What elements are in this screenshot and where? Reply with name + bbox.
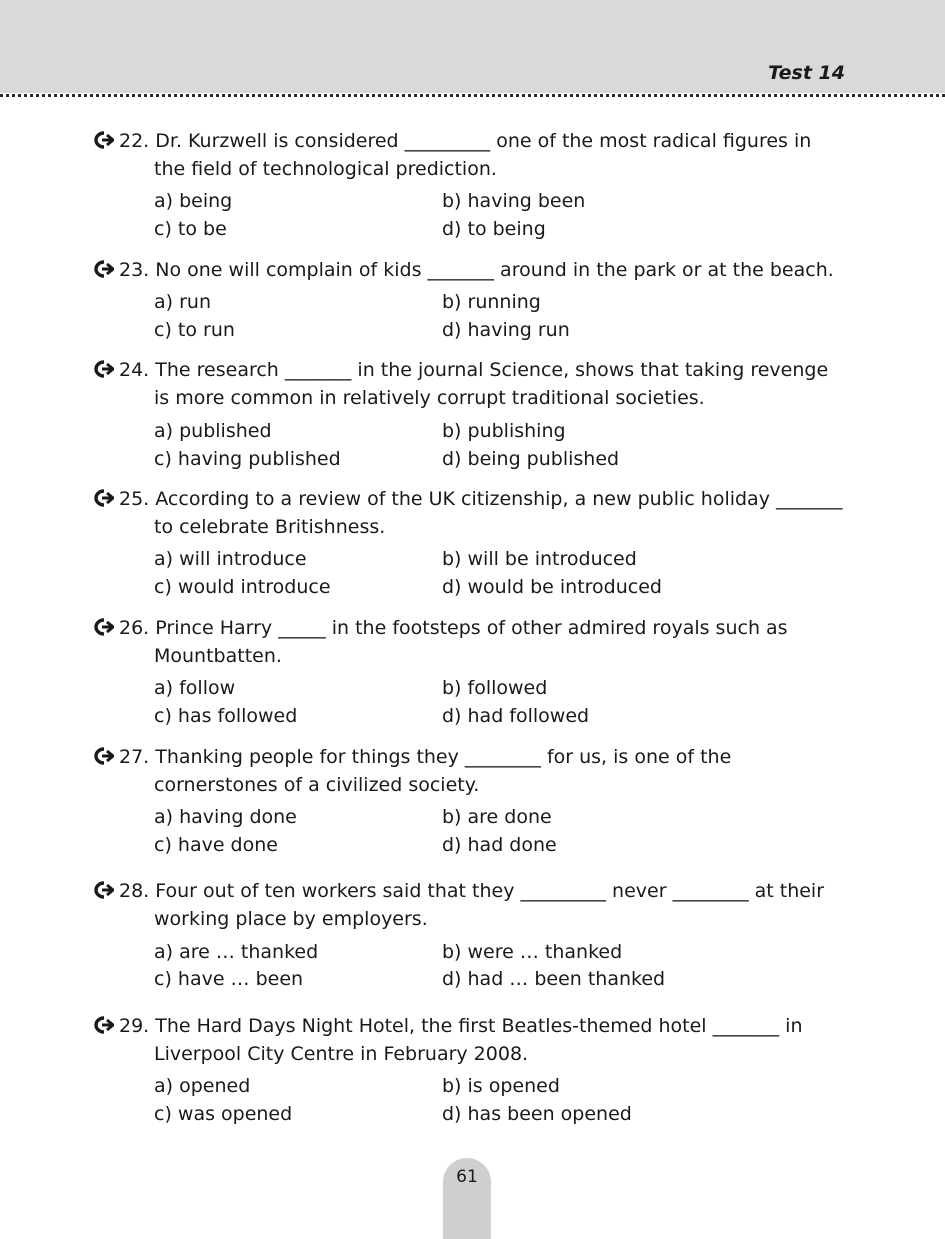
option-a[interactable]: a) will introduce (154, 548, 307, 570)
curved-arrow-icon (90, 1015, 114, 1035)
question-number: 25. (119, 488, 150, 510)
question-text-line1: No one will complain of kids _______ around in the park or at the beach. (155, 259, 834, 281)
question-number: 22. (119, 130, 150, 152)
option-d[interactable]: d) to being (442, 218, 546, 240)
option-b[interactable]: b) are done (442, 806, 552, 828)
question-number: 29. (119, 1015, 150, 1037)
question-number: 24. (119, 359, 150, 381)
option-a[interactable]: a) are … thanked (154, 941, 319, 963)
question-text-line2: Liverpool City Centre in February 2008. (154, 1043, 529, 1065)
option-d[interactable]: d) having run (442, 319, 570, 341)
option-d[interactable]: d) had done (442, 834, 557, 856)
question-stem (119, 743, 845, 799)
curved-arrow-icon (90, 488, 114, 508)
test-title: Test 14 (768, 62, 845, 84)
option-b[interactable]: b) running (442, 291, 541, 313)
question-text-line2: to celebrate Britishness. (154, 516, 386, 538)
option-d[interactable]: d) had followed (442, 705, 590, 727)
question-stem (119, 127, 845, 183)
question-text-line2: cornerstones of a civilized society. (154, 774, 480, 796)
option-c[interactable]: c) have done (154, 834, 278, 856)
question-text-line1: According to a review of the UK citizenship, a new public holiday _______ (155, 488, 843, 510)
page-number: 61 (456, 1167, 478, 1187)
question-text-line1: The Hard Days Night Hotel, the first Beatles-themed hotel _______ in (155, 1015, 803, 1037)
option-c[interactable]: c) has followed (154, 705, 298, 727)
question-stem (119, 485, 845, 541)
option-a[interactable]: a) follow (154, 677, 236, 699)
curved-arrow-icon (90, 880, 114, 900)
curved-arrow-icon (90, 746, 114, 766)
question-stem (119, 256, 845, 284)
option-a[interactable]: a) opened (154, 1075, 251, 1097)
option-c[interactable]: c) to be (154, 218, 227, 240)
question-text-line2: the field of technological prediction. (154, 158, 497, 180)
question-number: 26. (119, 617, 150, 639)
question-stem (119, 356, 845, 412)
question-text-line2: is more common in relatively corrupt traditional societies. (154, 387, 705, 409)
question-stem (119, 877, 845, 933)
option-d[interactable]: d) being published (442, 448, 620, 470)
option-d[interactable]: d) would be introduced (442, 576, 662, 598)
option-d[interactable]: d) had … been thanked (442, 968, 666, 990)
question-text-line1: Prince Harry _____ in the footsteps of other admired royals such as (155, 617, 788, 639)
option-a[interactable]: a) being (154, 190, 233, 212)
question-number: 28. (119, 880, 150, 902)
dotted-divider (0, 94, 945, 97)
question-stem (119, 1012, 845, 1068)
question-text-line1: The research _______ in the journal Science, shows that taking revenge (155, 359, 829, 381)
curved-arrow-icon (90, 359, 114, 379)
curved-arrow-icon (90, 259, 114, 279)
option-b[interactable]: b) having been (442, 190, 586, 212)
question-number: 23. (119, 259, 150, 281)
question-text-line1: Thanking people for things they ________ for us, is one of the (155, 746, 732, 768)
option-b[interactable]: b) publishing (442, 420, 566, 442)
curved-arrow-icon (90, 130, 114, 150)
option-a[interactable]: a) having done (154, 806, 297, 828)
option-a[interactable]: a) run (154, 291, 211, 313)
question-stem (119, 614, 845, 670)
option-d[interactable]: d) has been opened (442, 1103, 632, 1125)
option-b[interactable]: b) were … thanked (442, 941, 623, 963)
question-text-line2: working place by employers. (154, 908, 428, 930)
option-c[interactable]: c) having published (154, 448, 341, 470)
option-c[interactable]: c) have … been (154, 968, 304, 990)
page-number-tab (443, 1158, 491, 1239)
option-b[interactable]: b) will be introduced (442, 548, 637, 570)
option-b[interactable]: b) is opened (442, 1075, 560, 1097)
question-text-line1: Four out of ten workers said that they _________ never ________ at their (155, 880, 825, 902)
question-text-line2: Mountbatten. (154, 645, 282, 667)
option-a[interactable]: a) published (154, 420, 272, 442)
question-number: 27. (119, 746, 150, 768)
question-text-line1: Dr. Kurzwell is considered _________ one of the most radical figures in (155, 130, 812, 152)
option-c[interactable]: c) would introduce (154, 576, 331, 598)
option-c[interactable]: c) was opened (154, 1103, 293, 1125)
option-b[interactable]: b) followed (442, 677, 548, 699)
curved-arrow-icon (90, 617, 114, 637)
option-c[interactable]: c) to run (154, 319, 235, 341)
